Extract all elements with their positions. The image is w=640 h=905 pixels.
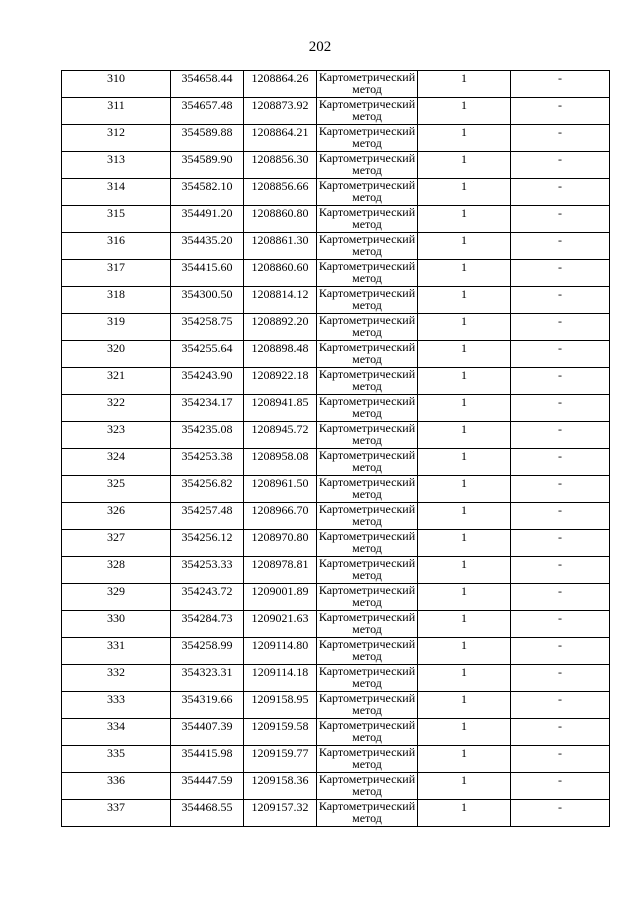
accuracy-cell: 1 bbox=[418, 368, 511, 395]
point-number-cell: 326 bbox=[62, 503, 171, 530]
method-cell: Картометрический метод bbox=[317, 692, 418, 719]
x-coordinate-cell: 354658.44 bbox=[171, 71, 244, 98]
note-cell: - bbox=[511, 341, 610, 368]
table-row bbox=[62, 287, 610, 314]
method-cell: Картометрический метод bbox=[317, 71, 418, 98]
table-row bbox=[62, 206, 610, 233]
table-row bbox=[62, 98, 610, 125]
table-row bbox=[62, 800, 610, 827]
method-cell: Картометрический метод bbox=[317, 152, 418, 179]
x-coordinate-cell: 354589.88 bbox=[171, 125, 244, 152]
table-row bbox=[62, 71, 610, 98]
table-row bbox=[62, 260, 610, 287]
x-coordinate-cell: 354300.50 bbox=[171, 287, 244, 314]
note-cell: - bbox=[511, 719, 610, 746]
point-number-cell: 311 bbox=[62, 98, 171, 125]
x-coordinate-cell: 354319.66 bbox=[171, 692, 244, 719]
method-cell: Картометрический метод bbox=[317, 179, 418, 206]
table-row bbox=[62, 746, 610, 773]
table-row bbox=[62, 449, 610, 476]
note-cell: - bbox=[511, 422, 610, 449]
x-coordinate-cell: 354415.60 bbox=[171, 260, 244, 287]
accuracy-cell: 1 bbox=[418, 206, 511, 233]
table-row bbox=[62, 476, 610, 503]
point-number-cell: 336 bbox=[62, 773, 171, 800]
point-number-cell: 317 bbox=[62, 260, 171, 287]
note-cell: - bbox=[511, 260, 610, 287]
accuracy-cell: 1 bbox=[418, 449, 511, 476]
y-coordinate-cell: 1208978.81 bbox=[244, 557, 317, 584]
accuracy-cell: 1 bbox=[418, 476, 511, 503]
y-coordinate-cell: 1208961.50 bbox=[244, 476, 317, 503]
note-cell: - bbox=[511, 638, 610, 665]
method-cell: Картометрический метод bbox=[317, 341, 418, 368]
x-coordinate-cell: 354323.31 bbox=[171, 665, 244, 692]
method-cell: Картометрический метод bbox=[317, 638, 418, 665]
point-number-cell: 322 bbox=[62, 395, 171, 422]
y-coordinate-cell: 1209114.80 bbox=[244, 638, 317, 665]
note-cell: - bbox=[511, 584, 610, 611]
point-number-cell: 329 bbox=[62, 584, 171, 611]
y-coordinate-cell: 1208958.08 bbox=[244, 449, 317, 476]
method-cell: Картометрический метод bbox=[317, 395, 418, 422]
method-cell: Картометрический метод bbox=[317, 530, 418, 557]
method-cell: Картометрический метод bbox=[317, 773, 418, 800]
accuracy-cell: 1 bbox=[418, 341, 511, 368]
y-coordinate-cell: 1208860.60 bbox=[244, 260, 317, 287]
note-cell: - bbox=[511, 503, 610, 530]
x-coordinate-cell: 354243.72 bbox=[171, 584, 244, 611]
accuracy-cell: 1 bbox=[418, 638, 511, 665]
x-coordinate-cell: 354256.82 bbox=[171, 476, 244, 503]
table-row bbox=[62, 422, 610, 449]
x-coordinate-cell: 354415.98 bbox=[171, 746, 244, 773]
method-cell: Картометрический метод bbox=[317, 503, 418, 530]
accuracy-cell: 1 bbox=[418, 800, 511, 827]
y-coordinate-cell: 1209021.63 bbox=[244, 611, 317, 638]
note-cell: - bbox=[511, 368, 610, 395]
accuracy-cell: 1 bbox=[418, 584, 511, 611]
page-number: 202 bbox=[308, 39, 332, 55]
y-coordinate-cell: 1208970.80 bbox=[244, 530, 317, 557]
accuracy-cell: 1 bbox=[418, 395, 511, 422]
method-cell: Картометрический метод bbox=[317, 233, 418, 260]
note-cell: - bbox=[511, 395, 610, 422]
table-row bbox=[62, 665, 610, 692]
table-row bbox=[62, 557, 610, 584]
method-cell: Картометрический метод bbox=[317, 314, 418, 341]
y-coordinate-cell: 1208860.80 bbox=[244, 206, 317, 233]
method-cell: Картометрический метод bbox=[317, 611, 418, 638]
table-row bbox=[62, 125, 610, 152]
method-cell: Картометрический метод bbox=[317, 719, 418, 746]
accuracy-cell: 1 bbox=[418, 152, 511, 179]
x-coordinate-cell: 354255.64 bbox=[171, 341, 244, 368]
x-coordinate-cell: 354589.90 bbox=[171, 152, 244, 179]
point-number-cell: 327 bbox=[62, 530, 171, 557]
accuracy-cell: 1 bbox=[418, 233, 511, 260]
table-row bbox=[62, 341, 610, 368]
method-cell: Картометрический метод bbox=[317, 260, 418, 287]
point-number-cell: 330 bbox=[62, 611, 171, 638]
table-row bbox=[62, 530, 610, 557]
y-coordinate-cell: 1209001.89 bbox=[244, 584, 317, 611]
accuracy-cell: 1 bbox=[418, 773, 511, 800]
point-number-cell: 333 bbox=[62, 692, 171, 719]
y-coordinate-cell: 1208922.18 bbox=[244, 368, 317, 395]
note-cell: - bbox=[511, 233, 610, 260]
x-coordinate-cell: 354435.20 bbox=[171, 233, 244, 260]
method-cell: Картометрический метод bbox=[317, 449, 418, 476]
x-coordinate-cell: 354257.48 bbox=[171, 503, 244, 530]
note-cell: - bbox=[511, 476, 610, 503]
accuracy-cell: 1 bbox=[418, 557, 511, 584]
table-row bbox=[62, 692, 610, 719]
point-number-cell: 328 bbox=[62, 557, 171, 584]
point-number-cell: 331 bbox=[62, 638, 171, 665]
method-cell: Картометрический метод bbox=[317, 422, 418, 449]
note-cell: - bbox=[511, 179, 610, 206]
accuracy-cell: 1 bbox=[418, 179, 511, 206]
x-coordinate-cell: 354234.17 bbox=[171, 395, 244, 422]
y-coordinate-cell: 1208966.70 bbox=[244, 503, 317, 530]
table-row bbox=[62, 179, 610, 206]
accuracy-cell: 1 bbox=[418, 503, 511, 530]
note-cell: - bbox=[511, 692, 610, 719]
x-coordinate-cell: 354258.99 bbox=[171, 638, 244, 665]
method-cell: Картометрический метод bbox=[317, 584, 418, 611]
y-coordinate-cell: 1208856.30 bbox=[244, 152, 317, 179]
y-coordinate-cell: 1208873.92 bbox=[244, 98, 317, 125]
y-coordinate-cell: 1208864.26 bbox=[244, 71, 317, 98]
method-cell: Картометрический метод bbox=[317, 557, 418, 584]
accuracy-cell: 1 bbox=[418, 665, 511, 692]
table-row bbox=[62, 503, 610, 530]
point-number-cell: 318 bbox=[62, 287, 171, 314]
table-row bbox=[62, 719, 610, 746]
point-number-cell: 334 bbox=[62, 719, 171, 746]
x-coordinate-cell: 354491.20 bbox=[171, 206, 244, 233]
note-cell: - bbox=[511, 611, 610, 638]
accuracy-cell: 1 bbox=[418, 71, 511, 98]
point-number-cell: 315 bbox=[62, 206, 171, 233]
point-number-cell: 320 bbox=[62, 341, 171, 368]
accuracy-cell: 1 bbox=[418, 125, 511, 152]
point-number-cell: 314 bbox=[62, 179, 171, 206]
accuracy-cell: 1 bbox=[418, 719, 511, 746]
accuracy-cell: 1 bbox=[418, 98, 511, 125]
table-row bbox=[62, 314, 610, 341]
method-cell: Картометрический метод bbox=[317, 476, 418, 503]
x-coordinate-cell: 354657.48 bbox=[171, 98, 244, 125]
y-coordinate-cell: 1208864.21 bbox=[244, 125, 317, 152]
accuracy-cell: 1 bbox=[418, 314, 511, 341]
x-coordinate-cell: 354258.75 bbox=[171, 314, 244, 341]
method-cell: Картометрический метод bbox=[317, 665, 418, 692]
note-cell: - bbox=[511, 665, 610, 692]
x-coordinate-cell: 354235.08 bbox=[171, 422, 244, 449]
table-row bbox=[62, 638, 610, 665]
note-cell: - bbox=[511, 206, 610, 233]
note-cell: - bbox=[511, 746, 610, 773]
y-coordinate-cell: 1209159.77 bbox=[244, 746, 317, 773]
point-number-cell: 323 bbox=[62, 422, 171, 449]
x-coordinate-cell: 354447.59 bbox=[171, 773, 244, 800]
x-coordinate-cell: 354468.55 bbox=[171, 800, 244, 827]
point-number-cell: 310 bbox=[62, 71, 171, 98]
x-coordinate-cell: 354256.12 bbox=[171, 530, 244, 557]
point-number-cell: 324 bbox=[62, 449, 171, 476]
point-number-cell: 313 bbox=[62, 152, 171, 179]
y-coordinate-cell: 1208892.20 bbox=[244, 314, 317, 341]
note-cell: - bbox=[511, 287, 610, 314]
method-cell: Картометрический метод bbox=[317, 368, 418, 395]
table-row bbox=[62, 611, 610, 638]
table-row bbox=[62, 773, 610, 800]
y-coordinate-cell: 1208945.72 bbox=[244, 422, 317, 449]
note-cell: - bbox=[511, 152, 610, 179]
x-coordinate-cell: 354284.73 bbox=[171, 611, 244, 638]
note-cell: - bbox=[511, 800, 610, 827]
note-cell: - bbox=[511, 125, 610, 152]
note-cell: - bbox=[511, 530, 610, 557]
table-row bbox=[62, 584, 610, 611]
x-coordinate-cell: 354253.38 bbox=[171, 449, 244, 476]
x-coordinate-cell: 354253.33 bbox=[171, 557, 244, 584]
point-number-cell: 319 bbox=[62, 314, 171, 341]
y-coordinate-cell: 1209159.58 bbox=[244, 719, 317, 746]
y-coordinate-cell: 1209158.95 bbox=[244, 692, 317, 719]
y-coordinate-cell: 1208861.30 bbox=[244, 233, 317, 260]
y-coordinate-cell: 1208856.66 bbox=[244, 179, 317, 206]
point-number-cell: 321 bbox=[62, 368, 171, 395]
method-cell: Картометрический метод bbox=[317, 800, 418, 827]
y-coordinate-cell: 1208814.12 bbox=[244, 287, 317, 314]
table-row bbox=[62, 233, 610, 260]
table-row bbox=[62, 395, 610, 422]
accuracy-cell: 1 bbox=[418, 260, 511, 287]
point-number-cell: 335 bbox=[62, 746, 171, 773]
point-number-cell: 325 bbox=[62, 476, 171, 503]
method-cell: Картометрический метод bbox=[317, 287, 418, 314]
coordinates-table-body bbox=[62, 71, 610, 827]
point-number-cell: 312 bbox=[62, 125, 171, 152]
method-cell: Картометрический метод bbox=[317, 206, 418, 233]
note-cell: - bbox=[511, 557, 610, 584]
note-cell: - bbox=[511, 98, 610, 125]
accuracy-cell: 1 bbox=[418, 611, 511, 638]
method-cell: Картометрический метод bbox=[317, 125, 418, 152]
x-coordinate-cell: 354582.10 bbox=[171, 179, 244, 206]
point-number-cell: 337 bbox=[62, 800, 171, 827]
x-coordinate-cell: 354243.90 bbox=[171, 368, 244, 395]
accuracy-cell: 1 bbox=[418, 287, 511, 314]
note-cell: - bbox=[511, 449, 610, 476]
accuracy-cell: 1 bbox=[418, 746, 511, 773]
y-coordinate-cell: 1209158.36 bbox=[244, 773, 317, 800]
accuracy-cell: 1 bbox=[418, 692, 511, 719]
point-number-cell: 332 bbox=[62, 665, 171, 692]
x-coordinate-cell: 354407.39 bbox=[171, 719, 244, 746]
accuracy-cell: 1 bbox=[418, 530, 511, 557]
method-cell: Картометрический метод bbox=[317, 746, 418, 773]
table-row bbox=[62, 152, 610, 179]
y-coordinate-cell: 1208898.48 bbox=[244, 341, 317, 368]
note-cell: - bbox=[511, 314, 610, 341]
y-coordinate-cell: 1209114.18 bbox=[244, 665, 317, 692]
note-cell: - bbox=[511, 773, 610, 800]
point-number-cell: 316 bbox=[62, 233, 171, 260]
coordinates-table bbox=[61, 70, 610, 827]
y-coordinate-cell: 1208941.85 bbox=[244, 395, 317, 422]
method-cell: Картометрический метод bbox=[317, 98, 418, 125]
table-row bbox=[62, 368, 610, 395]
y-coordinate-cell: 1209157.32 bbox=[244, 800, 317, 827]
accuracy-cell: 1 bbox=[418, 422, 511, 449]
note-cell: - bbox=[511, 71, 610, 98]
